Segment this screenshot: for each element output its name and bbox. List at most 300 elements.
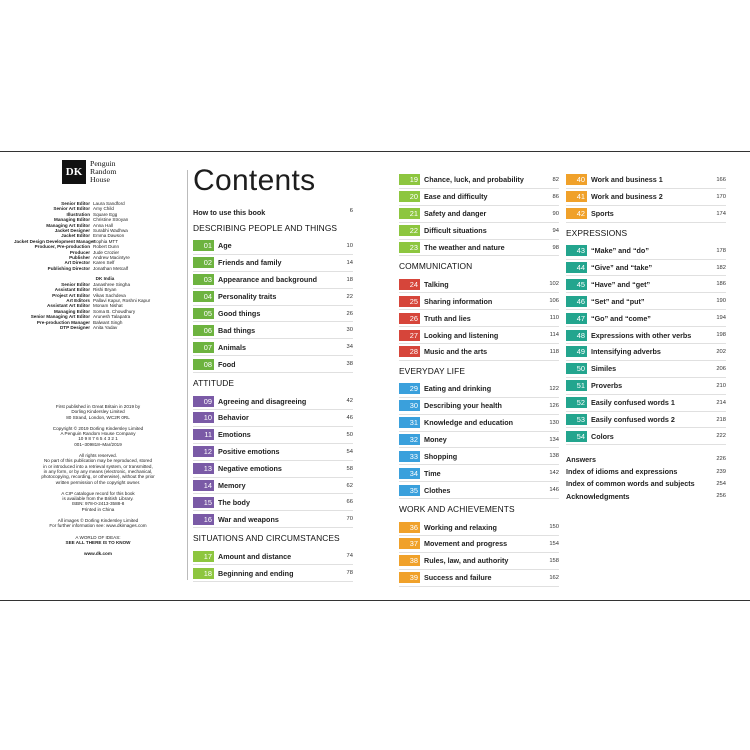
publication-info [14,404,182,557]
page-number: 30 [346,327,353,334]
page-number: 86 [552,193,559,200]
chapter-number-tab: 52 [566,397,587,408]
pub-line: For further information see: www.dkimages.com [49,523,147,529]
credit-role: Assistant Editor [54,287,90,293]
chapter-number-tab: 16 [193,514,214,525]
chapter-title: “Make” and “do” [591,246,649,256]
entry-page: 6 [349,208,353,214]
pub-line: Printed in China [81,506,115,512]
page-number: 166 [716,176,726,183]
credits-india-heading: DK India [95,276,115,282]
credit-name: Amy Child [93,206,114,212]
credit-name: Andrew Macintyre [93,255,130,261]
page-number: 174 [716,210,726,217]
contents-entry[interactable] [399,536,559,553]
credit-name: Arunesh Talapatra [93,314,131,320]
chapter-number-tab: 18 [193,568,214,579]
page-number: 162 [549,574,559,581]
chapter-title: Describing your health [424,401,502,411]
chapter-title: Sports [591,209,614,219]
contents-entry[interactable] [193,478,353,495]
chapter-title: War and weapons [218,514,279,524]
pub-line: A WORLD OF IDEAS: [75,534,121,540]
credit-name: Karen Self [93,260,115,266]
contents-entry[interactable] [399,482,559,499]
pub-line: SEE ALL THERE IS TO KNOW [65,539,131,545]
credit-role: Publisher [69,255,90,261]
contents-entry[interactable] [399,465,559,482]
chapter-number-tab: 12 [193,446,214,457]
chapter-number-tab: 11 [193,429,214,440]
chapter-number-tab: 32 [399,434,420,445]
credit-name: Christine Stroyan [93,217,129,223]
chapter-title: Difficult situations [424,226,487,236]
page-number: 130 [549,419,559,426]
chapter-number-tab: 23 [399,242,420,253]
chapter-title: The weather and nature [424,243,505,252]
chapter-number-tab: 30 [399,400,420,411]
chapter-number-tab: 29 [399,383,420,394]
contents-entry[interactable] [193,306,353,323]
chapter-number-tab: 50 [566,363,587,374]
contents-entry[interactable] [566,412,726,429]
pub-line: No part of this publication may be reproduced, stored [43,458,152,464]
page-number: 256 [716,493,726,500]
contents-entry[interactable] [399,327,559,344]
page-number: 134 [549,436,559,443]
page-number: 50 [346,431,353,438]
chapter-number-tab: 22 [399,225,420,236]
page-number: 126 [549,402,559,409]
contents-entry[interactable] [399,293,559,310]
contents-entry[interactable] [566,344,726,361]
chapter-title: Music and the arts [424,347,488,357]
page-number: 182 [716,264,726,271]
pub-line: ISBN: 978-0-2413-3588-8 [71,501,125,507]
prh-wordmark [90,160,116,184]
entry-title: Index of common words and subjects [566,479,695,489]
contents-entry[interactable] [399,189,559,206]
chapter-title: The body [218,497,250,507]
chapter-number-tab: 39 [399,572,420,583]
contents-entry[interactable] [193,461,353,478]
contents-entry[interactable] [399,415,559,432]
section-heading: ATTITUDE [193,378,235,389]
chapter-title: Safety and danger [424,209,487,219]
page-number: 66 [346,499,353,506]
page-number: 186 [716,281,726,288]
chapter-number-tab: 03 [193,274,214,285]
contents-entry[interactable] [193,393,353,410]
chapter-number-tab: 26 [399,313,420,324]
chapter-title: Sharing information [424,296,493,306]
page-number: 114 [549,332,559,339]
contents-entry[interactable] [399,570,559,587]
page-number: 78 [346,570,353,577]
credit-name: Monam Nishat [93,303,123,309]
chapter-title: “Set” and “put” [591,296,645,306]
logo-line: Penguin [90,159,116,168]
contents-entry[interactable] [566,243,726,260]
pub-line: Copyright © 2019 Dorling Kindersley Limited [52,425,144,431]
chapter-title: Knowledge and education [424,418,514,428]
credit-name: Anna Hall [93,222,113,228]
credit-role: Senior Editor [61,201,90,206]
credit-role: Senior Editor [61,281,90,287]
page-title: Contents [193,164,316,197]
credit-role: Producer, Pre-production [34,244,90,250]
page-number: 170 [716,193,726,200]
chapter-title: Positive emotions [218,447,280,457]
pub-line: A CIP catalogue record for this book [61,490,135,496]
book-spread [0,151,750,601]
page-number: 98 [552,244,559,251]
chapter-number-tab: 31 [399,417,420,428]
chapter-title: “Give” and “take” [591,263,653,272]
chapter-title: Easily confused words 1 [591,398,675,408]
pub-line: 10 9 8 7 6 5 4 3 2 1 [78,436,118,442]
credit-name: Jonathan Metcalf [93,265,128,271]
pub-line: 001–309818–Mar/2019 [74,441,122,447]
page-number: 190 [716,298,726,305]
pub-block [14,540,182,545]
chapter-title: Similes [591,364,617,374]
chapter-title: Expressions with other verbs [591,330,692,340]
contents-entry[interactable] [399,448,559,465]
back-matter-entry[interactable] [566,453,726,465]
chapter-number-tab: 36 [399,522,420,533]
chapter-number-tab: 20 [399,191,420,202]
credit-name: Jude Crozier [93,249,120,255]
pub-line: in or introduced into a retrieval system, or transmitted, [43,463,153,469]
credit-name: Rishi Bryan [93,287,117,293]
page-number: 206 [716,365,726,372]
contents-entry[interactable] [566,327,726,344]
contents-column-2 [399,172,559,587]
back-matter-entry[interactable] [566,466,726,478]
pub-line: 80 Strand, London, WC2R 0RL [66,414,130,420]
pub-block [14,404,182,420]
page-number: 38 [346,361,353,368]
page-number: 54 [346,448,353,455]
section-heading: COMMUNICATION [399,261,473,272]
contents-entry[interactable] [193,289,353,306]
contents-entry[interactable] [193,322,353,339]
page-number: 42 [346,398,353,405]
page-number: 70 [346,516,353,523]
entry-title: Answers [566,454,596,464]
chapter-number-tab: 40 [566,174,587,185]
contents-entry[interactable] [399,310,559,327]
chapter-title: Food [218,359,236,369]
chapter-number-tab: 35 [399,485,420,496]
pub-line: A Penguin Random House Company [60,431,136,437]
page-number: 178 [716,247,726,254]
pub-block [14,426,182,447]
page-number: 110 [549,315,559,322]
chapter-number-tab: 01 [193,240,214,251]
chapter-title: Looking and listening [424,330,499,340]
chapter-number-tab: 53 [566,414,587,425]
contents-entry[interactable] [566,378,726,395]
chapter-number-tab: 42 [566,208,587,219]
credit-role: Managing Art Editor [46,222,90,228]
credit-role: Jacket Design Development Manager [14,238,96,244]
contents-entry[interactable] [399,206,559,223]
pub-line: photocopying, recording, or otherwise), without the prior [41,474,155,480]
pub-line: www.dk.com [84,551,112,557]
contents-entry[interactable] [193,272,353,289]
credit-name: Janashree Singha [93,281,131,287]
chapter-title: Ease and difficulty [424,192,488,202]
credit-role: Senior Managing Art Editor [30,314,90,320]
contents-entry[interactable] [399,344,559,361]
contents-entry[interactable] [193,548,353,565]
chapter-number-tab: 06 [193,325,214,336]
page-number: 94 [552,227,559,234]
entry-title: Index of idioms and expressions [566,467,678,477]
contents-entry[interactable] [193,494,353,511]
page-number: 138 [549,453,559,460]
credit-role: Project Art Editor [52,292,90,298]
page-number: 239 [716,468,726,475]
contents-entry[interactable] [399,172,559,189]
chapter-title: Work and business 2 [591,192,663,202]
chapter-title: “Have” and “get” [591,279,651,289]
chapter-title: Memory [218,481,246,491]
chapter-number-tab: 49 [566,346,587,357]
chapter-number-tab: 05 [193,308,214,319]
page-number: 22 [346,293,353,300]
credit-role: Illustration [66,211,90,217]
credit-name: Emma Dawson [93,233,125,239]
credit-role: Publishing Director [47,265,90,271]
chapter-number-tab: 17 [193,551,214,562]
page-number: 194 [716,315,726,322]
chapter-number-tab: 25 [399,296,420,307]
contents-entry[interactable] [399,519,559,536]
credit-role: Managing Editor [54,217,90,223]
chapter-title: Work and business 1 [591,175,663,185]
credit-role: Pre-production Manager [36,319,90,325]
chapter-title: Bad things [218,325,256,335]
chapter-number-tab: 10 [193,412,214,423]
credit-name: Soma B. Chowdhury [93,308,136,314]
section-heading: SITUATIONS AND CIRCUMSTANCES [193,533,340,544]
chapter-title: Working and relaxing [424,522,497,532]
contents-entry[interactable] [566,172,726,189]
credit-role: DTP Designer [59,324,90,330]
chapter-number-tab: 09 [193,396,214,407]
contents-entry[interactable] [193,444,353,461]
contents-entry[interactable] [566,361,726,378]
contents-entry[interactable] [399,276,559,293]
contents-entry[interactable] [193,339,353,356]
page-number: 62 [346,482,353,489]
credit-name: Square Egg [93,211,118,217]
chapter-title: Personality traits [218,292,277,302]
contents-entry[interactable] [566,206,726,223]
chapter-number-tab: 34 [399,468,420,479]
chapter-number-tab: 19 [399,174,420,185]
chapter-title: Rules, law, and authority [424,556,509,566]
page-number: 202 [716,348,726,355]
pub-line: in any form, or by any means (electronic, mechanical, [43,468,153,474]
chapter-number-tab: 47 [566,313,587,324]
page-number: 18 [346,276,353,283]
chapter-number-tab: 43 [566,245,587,256]
section-heading: WORK AND ACHIEVEMENTS [399,504,515,515]
contents-entry[interactable] [566,189,726,206]
back-matter-entry[interactable] [566,490,726,502]
pub-line: is available from the British Library. [62,496,134,502]
chapter-number-tab: 33 [399,451,420,462]
back-matter [566,453,726,502]
contents-entry[interactable] [399,553,559,570]
page-number: 150 [549,524,559,531]
entry-label: How to use this book [193,208,266,217]
contents-entry[interactable] [566,395,726,412]
credit-name: Balwant Singh [93,319,123,325]
chapter-number-tab: 51 [566,380,587,391]
contents-entry[interactable] [566,293,726,310]
chapter-title: Truth and lies [424,313,471,323]
contents-entry[interactable] [566,260,726,277]
chapter-number-tab: 14 [193,480,214,491]
pub-block [14,491,182,512]
contents-entry[interactable] [193,238,353,255]
credit-row [14,325,182,330]
chapter-number-tab: 44 [566,262,587,273]
credit-role: Jacket Designer [54,228,90,234]
page-number: 46 [346,414,353,421]
pub-block [14,518,182,529]
chapter-title: Good things [218,309,261,318]
pub-line: All images © Dorling Kindersley Limited [57,518,139,524]
page-number: 90 [552,210,559,217]
credit-role: Assistant Art Editor [47,303,90,309]
section-heading: DESCRIBING PEOPLE AND THINGS [193,223,338,233]
section-heading: EXPRESSIONS [566,227,628,238]
logo-line: House [90,175,110,184]
credit-name: Vikas Sachdeva [93,292,126,298]
chapter-number-tab: 28 [399,346,420,357]
contents-entry[interactable] [399,381,559,398]
page-divider [187,170,188,580]
pub-block [14,453,182,485]
chapter-number-tab: 21 [399,208,420,219]
page-number: 254 [716,480,726,487]
contents-entry[interactable] [399,398,559,415]
chapter-title: Friends and family [218,258,282,268]
page-number: 122 [549,385,559,392]
page-number: 14 [346,259,353,266]
contents-entry[interactable] [399,432,559,449]
contents-entry[interactable] [566,276,726,293]
chapter-number-tab: 04 [193,291,214,302]
chapter-title: Age [218,241,232,251]
chapter-title: Behavior [218,413,249,423]
chapter-title: Animals [218,342,246,352]
how-to-use-entry[interactable] [193,208,353,217]
chapter-number-tab: 54 [566,431,587,442]
contents-entry[interactable] [399,240,559,257]
credit-role: Jacket Editor [61,233,90,239]
chapter-title: Emotions [218,430,251,440]
page-number: 218 [716,416,726,423]
contents-entry[interactable] [193,565,353,582]
contents-entry[interactable] [193,427,353,444]
credit-name: Robert Dunn [93,244,120,250]
chapter-number-tab: 38 [399,555,420,566]
page-number: 222 [716,433,726,440]
page-number: 198 [716,332,726,339]
page-number: 210 [716,382,726,389]
credit-name: Anita Yadav [93,324,118,330]
pub-line: Dorling Kindersley Limited [71,409,125,415]
chapter-number-tab: 37 [399,538,420,549]
credit-name: Surabhi Wadhwa [93,228,128,234]
credit-role: Art Editors [66,297,90,303]
contents-entry[interactable] [193,511,353,528]
chapter-title: Appearance and background [218,275,318,285]
section-heading: EVERYDAY LIFE [399,365,465,376]
contents-column-1 [193,218,353,582]
chapter-title: Money [424,435,447,445]
credits-list [14,201,182,330]
page-number: 142 [549,470,559,477]
pub-line: All rights reserved. [78,453,118,459]
chapter-number-tab: 45 [566,279,587,290]
contents-column-3 [566,172,726,502]
contents-entry[interactable] [399,223,559,240]
chapter-number-tab: 15 [193,497,214,508]
page-number: 106 [549,298,559,305]
credit-name: Sophia MTT [93,238,119,244]
entry-title: Acknowledgments [566,491,630,501]
credit-role: Senior Art Editor [53,206,90,212]
credit-name: Pallavi Kapur, Roshni Kapur [93,297,151,303]
chapter-title: Time [424,468,441,478]
chapter-title: Eating and drinking [424,384,492,394]
back-matter-entry[interactable] [566,478,726,490]
credit-role: Managing Editor [54,308,90,314]
contents-entry[interactable] [193,356,353,373]
page-number: 10 [346,242,353,249]
chapter-title: Easily confused words 2 [591,415,675,425]
contents-entry[interactable] [566,310,726,327]
chapter-title: Colors [591,431,614,441]
chapter-title: Amount and distance [218,551,292,561]
contents-entry[interactable] [193,255,353,272]
pub-line: written permission of the copyright owner. [55,479,141,485]
chapter-number-tab: 48 [566,330,587,341]
chapter-number-tab: 02 [193,257,214,268]
page-number: 226 [716,456,726,463]
page-number: 82 [552,176,559,183]
contents-entry[interactable] [566,428,726,445]
chapter-title: Negative emotions [218,464,282,474]
imprint-page [14,160,182,590]
chapter-number-tab: 08 [193,359,214,370]
contents-entry[interactable] [193,410,353,427]
page-number: 118 [549,348,559,355]
page-number: 34 [346,344,353,351]
chapter-number-tab: 07 [193,342,214,353]
credit-role: Producer [69,249,90,255]
chapter-number-tab: 24 [399,279,420,290]
chapter-number-tab: 41 [566,191,587,202]
